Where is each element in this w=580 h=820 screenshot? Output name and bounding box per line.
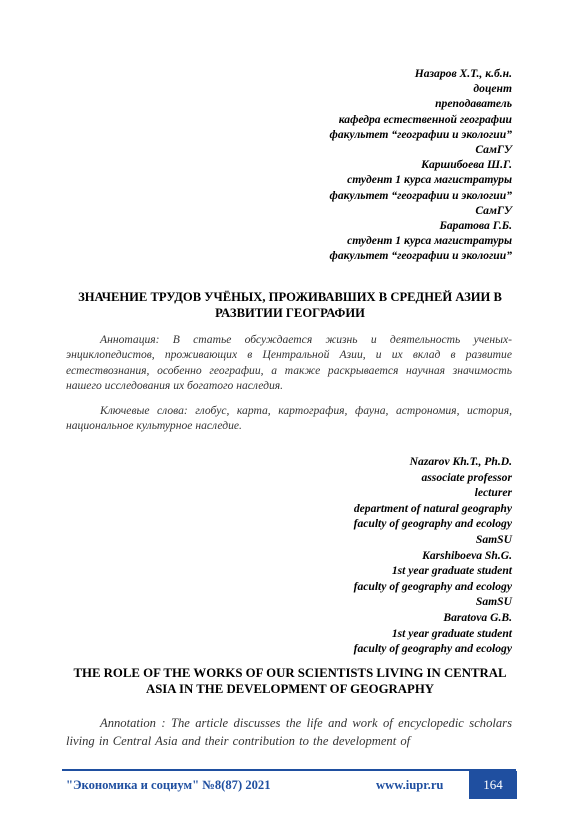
author-line: доцент <box>473 82 512 96</box>
author-line: faculty of geography and ecology <box>353 517 512 531</box>
author-line: факультет “географии и экологии” <box>329 188 512 202</box>
author-line: Назаров Х.Т., к.б.н. <box>414 67 512 80</box>
authors-ru <box>330 66 512 264</box>
author-line: associate professor <box>421 470 512 484</box>
title-en: THE ROLE OF THE WORKS OF OUR SCIENTISTS LIVING IN CENTRAL ASIA IN THE DEVELOPMENT OF GEOGRAPHY <box>73 666 507 696</box>
footer-website[interactable]: www.iupr.ru <box>376 778 444 792</box>
author-line: факультет “географии и экологии” <box>329 249 512 263</box>
footer-divider <box>62 769 516 771</box>
author-line: 1st year graduate student <box>391 626 512 640</box>
abstract-ru: Аннотация: В статье обсуждается жизнь и деятельность ученых-энциклопедистов, проживающих в Центральной Азии, и их вклад в развитие естествознания, особенно географии, а также раскрывается научная значимость нашего исследования их богатого наследия. <box>66 333 512 393</box>
author-line: Баратова Г.Б. <box>439 219 512 233</box>
author-line: lecturer <box>474 486 512 500</box>
keywords-ru: Ключевые слова: глобус, карта, картография, фауна, астрономия, история, национальное культурное наследие. <box>66 404 512 433</box>
author-line: faculty of geography and ecology <box>353 579 512 593</box>
author-line: Каршибоева Ш.Г. <box>421 158 512 172</box>
author-line: SamSU <box>475 595 512 609</box>
author-line: СамГУ <box>475 203 512 217</box>
authors-en <box>354 454 512 657</box>
author-line: faculty of geography and ecology <box>353 642 512 656</box>
author-line: Nazarov Kh.T., Ph.D. <box>409 455 512 468</box>
page-number: 164 <box>469 771 517 799</box>
author-line: Baratova G.B. <box>443 610 512 624</box>
author-line: студент 1 курса магистратуры <box>347 234 512 248</box>
author-line: студент 1 курса магистратуры <box>347 173 512 187</box>
author-line: 1st year graduate student <box>391 564 512 578</box>
abstract-en: Annotation : The article discusses the life and work of encyclopedic scholars living in Central Asia and their contribution to the development of <box>66 716 512 748</box>
author-line: СамГУ <box>475 143 512 157</box>
author-line: department of natural geography <box>353 501 512 515</box>
author-line: Karshiboeva Sh.G. <box>422 548 512 562</box>
author-line: кафедра естественной географии <box>338 112 512 126</box>
author-line: преподаватель <box>435 97 512 111</box>
footer-journal: "Экономика и социум" №8(87) 2021 <box>66 778 271 792</box>
author-line: SamSU <box>475 532 512 546</box>
title-ru: ЗНАЧЕНИЕ ТРУДОВ УЧЁНЫХ, ПРОЖИВАВШИХ В СРЕДНЕЙ АЗИИ В РАЗВИТИИ ГЕОГРАФИИ <box>78 290 502 320</box>
author-line: факультет “географии и экологии” <box>329 127 512 141</box>
